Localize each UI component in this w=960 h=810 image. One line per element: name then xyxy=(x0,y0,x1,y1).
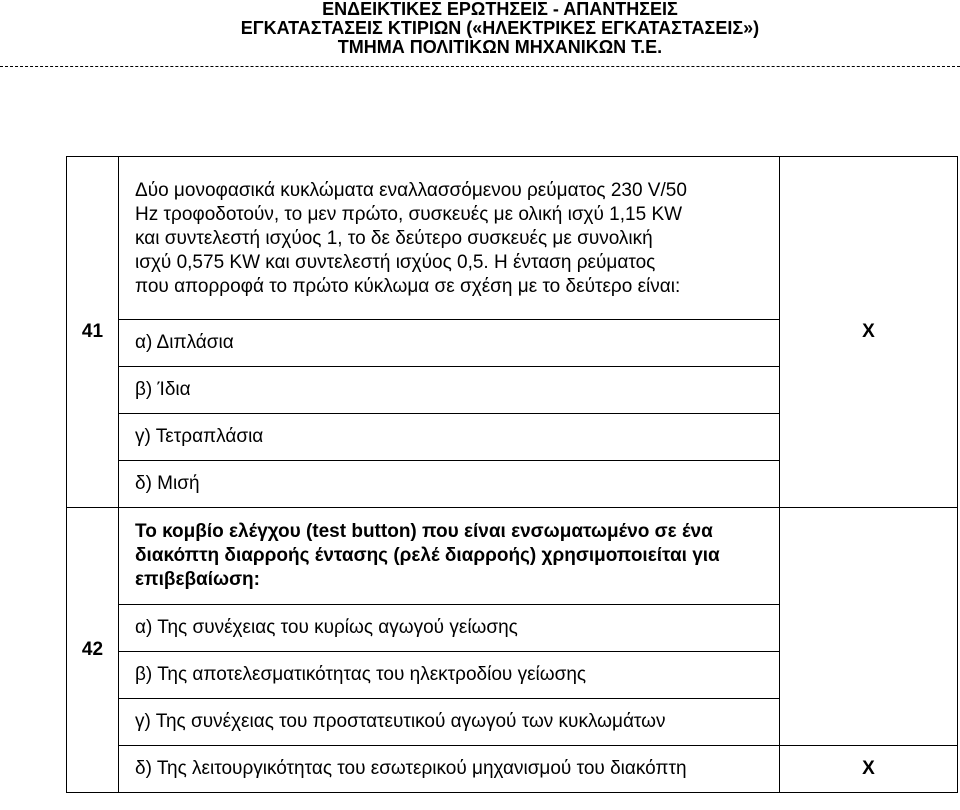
page-header xyxy=(0,0,960,67)
header-title-line-1: ΕΝΔΕΙΚΤΙΚΕΣ ΕΡΩΤΗΣΕΙΣ - ΑΠΑΝΤΗΣΕΙΣ xyxy=(322,0,678,19)
question-text-line: διακόπτη διαρροής έντασης (ρελέ διαρροής) χρησιμοποιείται για xyxy=(135,545,720,566)
option-label: δ) Της λειτουργικότητας του εσωτερικού μηχανισμού του διακόπτη xyxy=(119,746,780,793)
answer-mark: X xyxy=(780,157,958,508)
questions-table xyxy=(66,156,958,793)
question-number: 41 xyxy=(67,157,119,508)
question-text-line: επιβεβαίωση: xyxy=(135,569,260,590)
question-text-line: Δύο μονοφασικά κυκλώματα εναλλασσόμενου ρεύματος 230 V/50 xyxy=(135,180,687,201)
option-label: γ) Τετραπλάσια xyxy=(119,414,780,461)
header-title-line-2: ΕΓΚΑΤΑΣΤΑΣΕΙΣ ΚΤΙΡΙΩΝ («ΗΛΕΚΤΡΙΚΕΣ ΕΓΚΑΤΑΣΤΑΣΕΙΣ») xyxy=(240,18,760,38)
question-row xyxy=(67,157,958,320)
header-title-line-3: ΤΜΗΜΑ ΠΟΛΙΤΙΚΩΝ ΜΗΧΑΝΙΚΩΝ Τ.Ε. xyxy=(337,37,663,57)
option-row xyxy=(67,746,958,793)
option-label: γ) Της συνέχειας του προστατευτικού αγωγού των κυκλωμάτων xyxy=(119,699,780,746)
answer-mark-empty xyxy=(780,508,958,746)
answer-mark: X xyxy=(780,746,958,793)
option-label: β) Της αποτελεσματικότητας του ηλεκτροδίου γείωσης xyxy=(119,652,780,699)
question-text-line: ισχύ 0,575 KW και συντελεστή ισχύος 0,5. Η ένταση ρεύματος xyxy=(135,252,656,273)
question-number: 42 xyxy=(67,508,119,793)
question-text-line: και συντελεστή ισχύος 1, το δε δεύτερο συσκευές με συνολική xyxy=(135,228,653,249)
option-label: β) Ίδια xyxy=(119,367,780,414)
option-label: α) Της συνέχειας του κυρίως αγωγού γείωσης xyxy=(119,605,780,652)
question-text xyxy=(119,508,780,605)
question-row xyxy=(67,508,958,605)
option-label: δ) Μισή xyxy=(119,461,780,508)
question-text-line: που απορροφά το πρώτο κύκλωμα σε σχέση με το δεύτερο είναι: xyxy=(135,276,681,297)
question-text-line: Το κομβίο ελέγχου (test button) που είναι ενσωματωμένο σε ένα xyxy=(135,521,713,542)
question-text xyxy=(119,157,780,320)
option-label: α) Διπλάσια xyxy=(119,320,780,367)
question-text-line: Hz τροφοδοτούν, το μεν πρώτο, συσκευές με ολική ισχύ 1,15 KW xyxy=(135,204,683,225)
